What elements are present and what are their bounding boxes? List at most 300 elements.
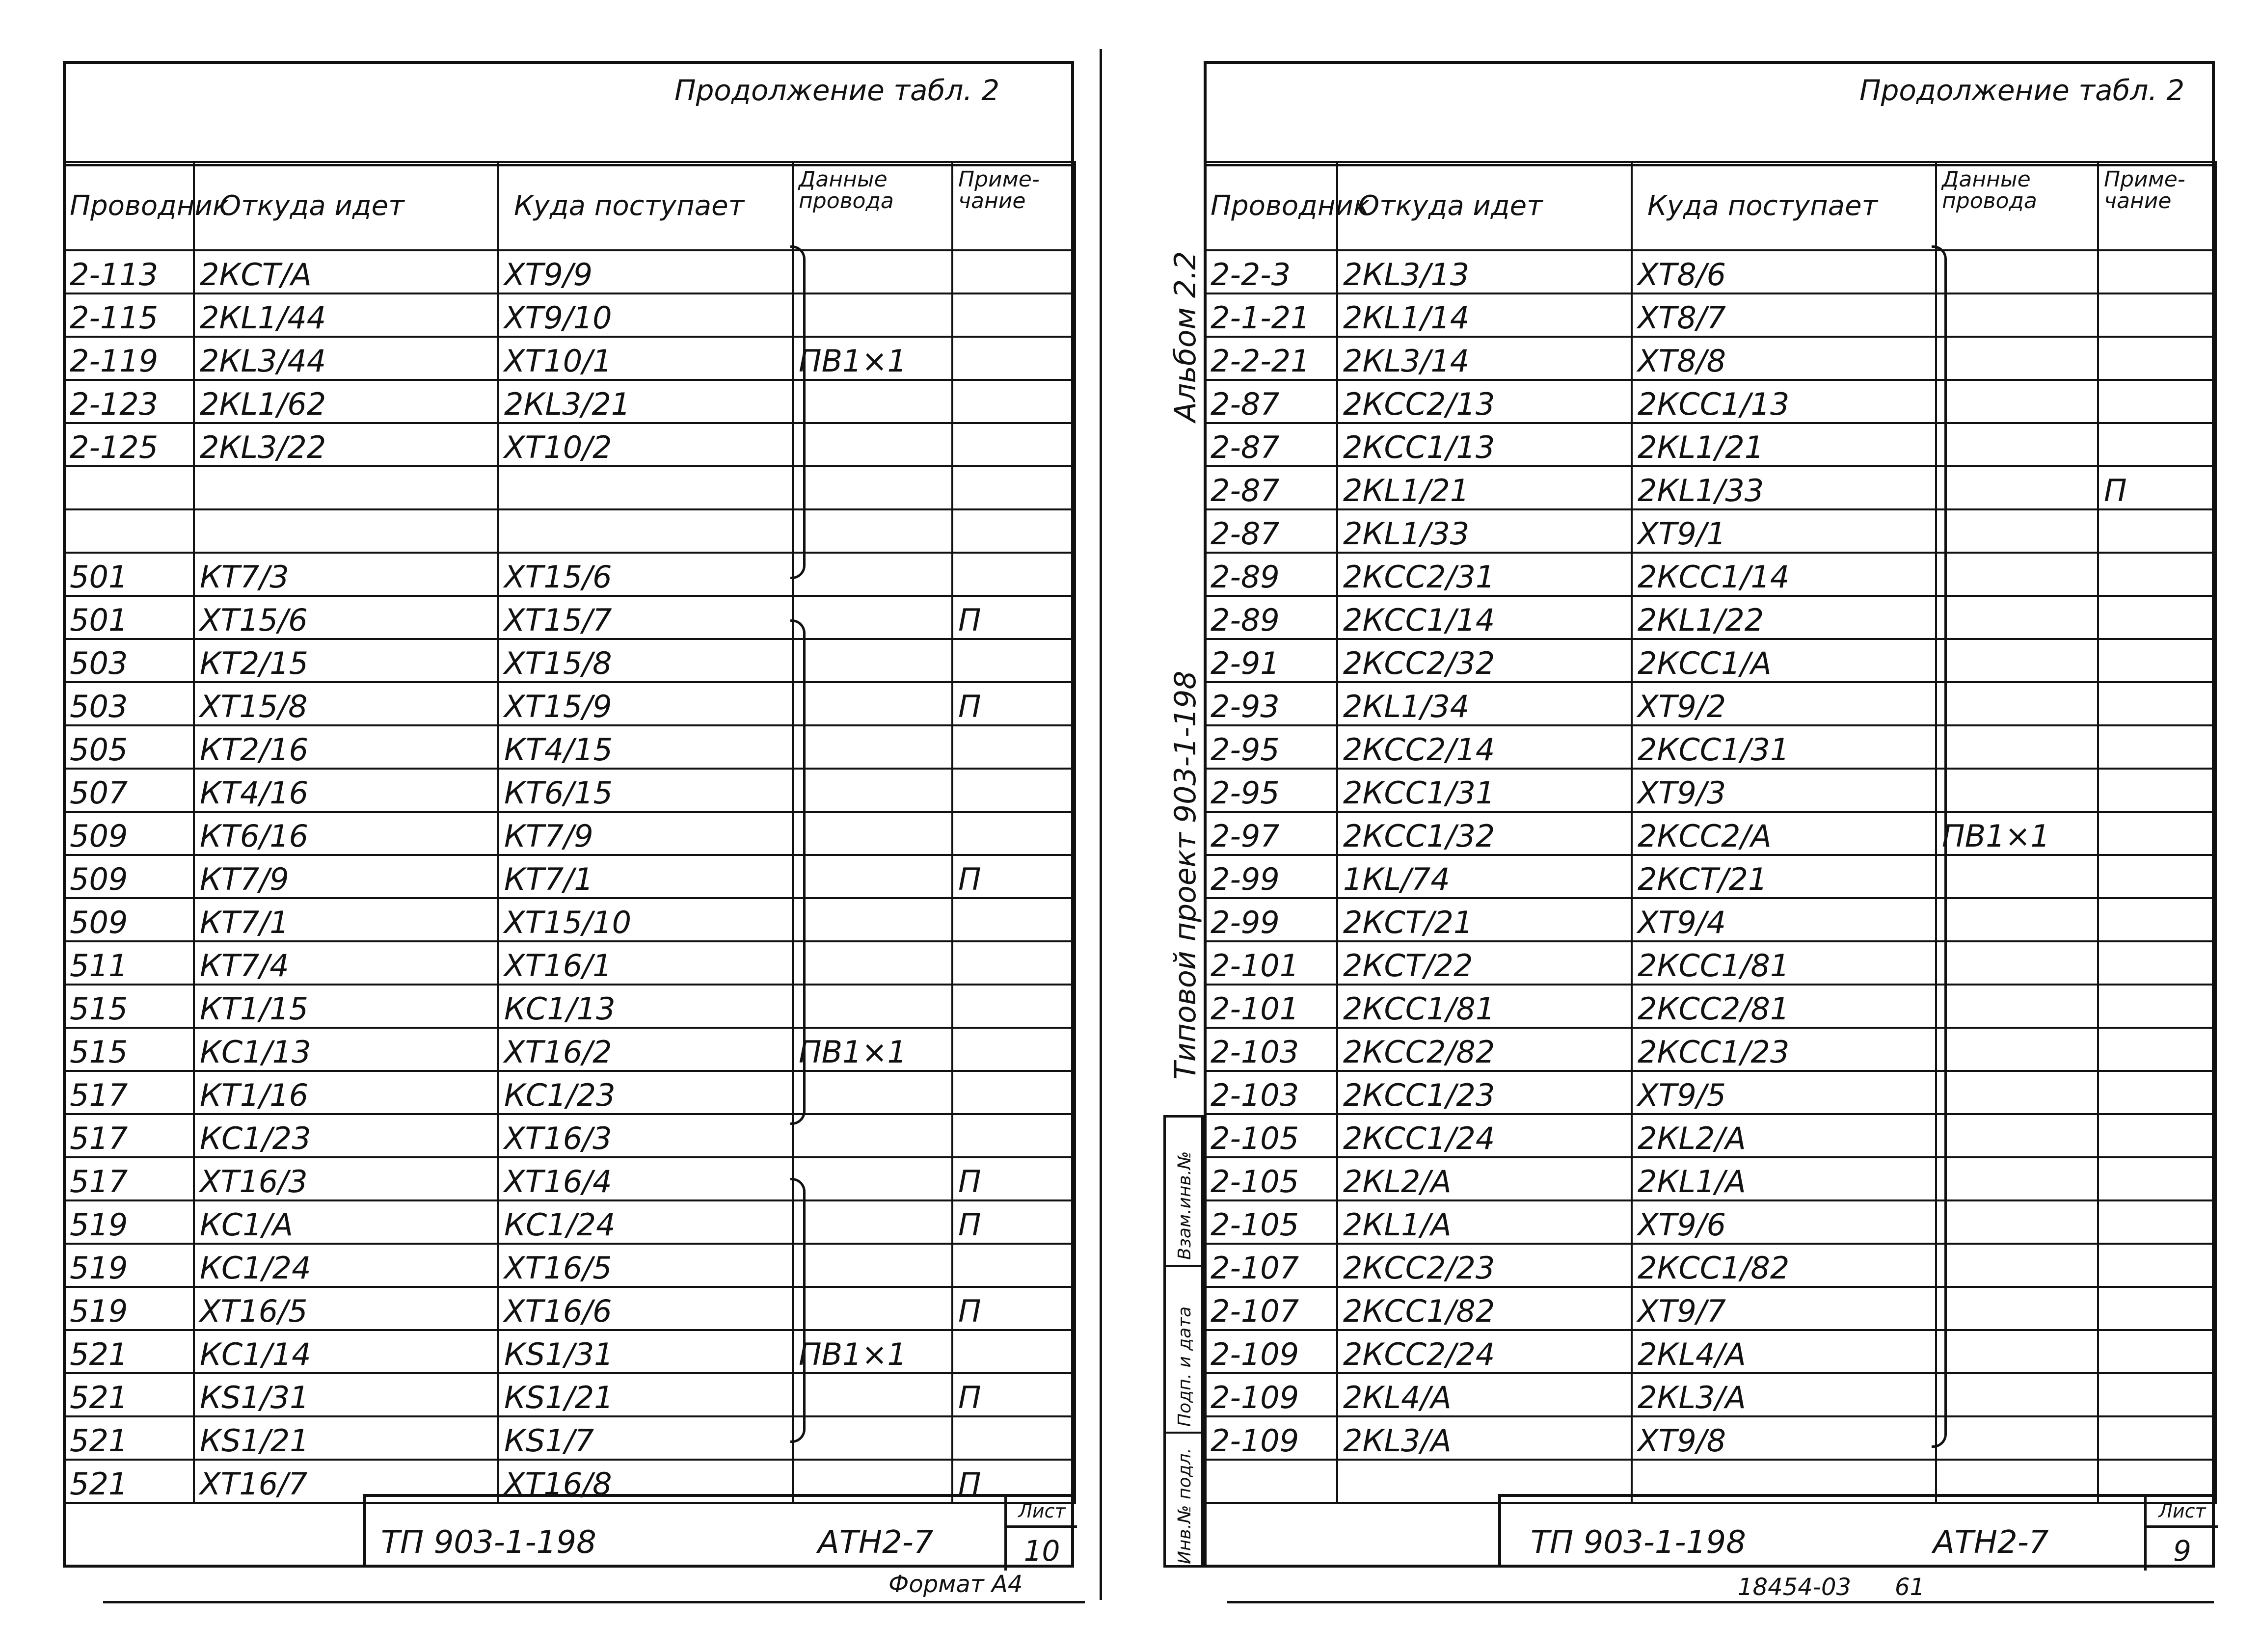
cell-note bbox=[952, 1028, 1075, 1071]
cell-note: П bbox=[952, 1287, 1075, 1330]
table-row bbox=[1205, 466, 2216, 509]
right-table-caption: Продолжение табл. 2 bbox=[1859, 74, 2185, 107]
cell-to: ХТ9/6 bbox=[1632, 1200, 1936, 1244]
cell-note bbox=[2098, 1330, 2216, 1373]
cell-to: ХТ16/4 bbox=[498, 1157, 793, 1200]
cell-from: КТ2/15 bbox=[194, 639, 498, 682]
cell-to: КТ7/1 bbox=[498, 855, 793, 898]
cell-note bbox=[952, 380, 1075, 423]
cell-from bbox=[194, 466, 498, 509]
cell-from: 2КL2/А bbox=[1337, 1157, 1632, 1200]
cell-to: КС1/13 bbox=[498, 985, 793, 1028]
cell-from: 1КL/74 bbox=[1337, 855, 1632, 898]
cell-from bbox=[194, 509, 498, 553]
table-row bbox=[64, 1028, 1075, 1071]
left-sheet-number-box bbox=[1004, 1497, 1077, 1571]
cell-wire: 521 bbox=[64, 1416, 194, 1460]
cell-from: 2КСТ/22 bbox=[1337, 941, 1632, 985]
cell-to: КС1/24 bbox=[498, 1200, 793, 1244]
cell-wire bbox=[64, 509, 194, 553]
cell-note bbox=[2098, 1200, 2216, 1244]
cell-to: ХТ9/9 bbox=[498, 250, 793, 293]
cell-from: 2КL1/А bbox=[1337, 1200, 1632, 1244]
cell-wire: 2-97 bbox=[1205, 812, 1337, 855]
cell-to: 2КСС1/А bbox=[1632, 639, 1936, 682]
table-row bbox=[64, 293, 1075, 337]
cell-note bbox=[2098, 639, 2216, 682]
cell-wire: 2-95 bbox=[1205, 769, 1337, 812]
cell-note: П bbox=[952, 682, 1075, 725]
cell-wire-data bbox=[1936, 553, 2098, 596]
cell-note bbox=[2098, 1028, 2216, 1071]
table-row bbox=[1205, 1157, 2216, 1200]
cell-wire-data bbox=[793, 466, 952, 509]
cell-to: ХТ9/3 bbox=[1632, 769, 1936, 812]
archive-page: 61 bbox=[1895, 1573, 1925, 1601]
cell-wire: 2-119 bbox=[64, 337, 194, 380]
cell-wire-data bbox=[793, 1200, 952, 1244]
cell-from: ХТ16/5 bbox=[194, 1287, 498, 1330]
cell-note: П bbox=[2098, 466, 2216, 509]
cell-from: 2КСС2/14 bbox=[1337, 725, 1632, 769]
cell-wire-data bbox=[1936, 1071, 2098, 1114]
cell-to: 2КL1/33 bbox=[1632, 466, 1936, 509]
cell-to: ХТ16/6 bbox=[498, 1287, 793, 1330]
cell-wire-data bbox=[1936, 466, 2098, 509]
cell-from: 2КСС1/24 bbox=[1337, 1114, 1632, 1157]
cell-note bbox=[952, 725, 1075, 769]
cell-wire: 2-107 bbox=[1205, 1244, 1337, 1287]
cell-note bbox=[952, 985, 1075, 1028]
table-row bbox=[64, 639, 1075, 682]
left-bottom-rule bbox=[103, 1601, 1085, 1603]
cell-to: ХТ10/1 bbox=[498, 337, 793, 380]
right-sheet-label: Лист bbox=[2147, 1497, 2218, 1528]
cell-to: 2КL4/А bbox=[1632, 1330, 1936, 1373]
table-row bbox=[1205, 553, 2216, 596]
cell-wire: 2-113 bbox=[64, 250, 194, 293]
table-row bbox=[1205, 293, 2216, 337]
table-row bbox=[1205, 1416, 2216, 1460]
side-stamp-divider-2 bbox=[1166, 1432, 1201, 1434]
cell-wire: 2-103 bbox=[1205, 1071, 1337, 1114]
cell-to: КТ6/15 bbox=[498, 769, 793, 812]
cell-from: 2КL1/14 bbox=[1337, 293, 1632, 337]
cell-wire-data bbox=[1936, 682, 2098, 725]
right-title-block bbox=[1498, 1494, 2215, 1568]
cell-note bbox=[2098, 423, 2216, 466]
cell-wire-data bbox=[1936, 250, 2098, 293]
cell-note bbox=[952, 293, 1075, 337]
cell-wire: 519 bbox=[64, 1244, 194, 1287]
cell-to: ХТ9/8 bbox=[1632, 1416, 1936, 1460]
table-row bbox=[1205, 1071, 2216, 1114]
cell-wire: 501 bbox=[64, 596, 194, 639]
cell-wire: 503 bbox=[64, 639, 194, 682]
table-row bbox=[1205, 596, 2216, 639]
cell-from: КС1/24 bbox=[194, 1244, 498, 1287]
cell-wire: 519 bbox=[64, 1200, 194, 1244]
table-row bbox=[64, 682, 1075, 725]
side-stamp-box bbox=[1163, 1115, 1204, 1568]
cell-note bbox=[952, 898, 1075, 941]
table-row bbox=[1205, 1114, 2216, 1157]
side-stamp-divider-1 bbox=[1166, 1265, 1201, 1267]
cell-wire-data bbox=[793, 682, 952, 725]
left-format-label: Формат А4 bbox=[888, 1571, 1023, 1598]
cell-from: 2КСС2/24 bbox=[1337, 1330, 1632, 1373]
cell-to: ХТ15/10 bbox=[498, 898, 793, 941]
right-header-row bbox=[1205, 162, 2216, 250]
cell-wire-data bbox=[793, 812, 952, 855]
left-stamp-doc: АТН2-7 bbox=[818, 1524, 934, 1561]
cell-wire-data bbox=[1936, 855, 2098, 898]
cell-from: 2КСС1/13 bbox=[1337, 423, 1632, 466]
cell-wire-data bbox=[1936, 293, 2098, 337]
cell-wire: 2-105 bbox=[1205, 1114, 1337, 1157]
cell-from: КТ7/9 bbox=[194, 855, 498, 898]
cell-from: КТ6/16 bbox=[194, 812, 498, 855]
cell-wire: 515 bbox=[64, 985, 194, 1028]
cell-wire-data: ПВ1×1 bbox=[793, 1028, 952, 1071]
cell-wire: 521 bbox=[64, 1373, 194, 1416]
col-header-from: Откуда идет bbox=[194, 162, 498, 250]
cell-note bbox=[952, 250, 1075, 293]
cell-note: П bbox=[952, 1157, 1075, 1200]
cell-to: 2КСС1/14 bbox=[1632, 553, 1936, 596]
table-row bbox=[64, 380, 1075, 423]
cell-from: 2КСС1/82 bbox=[1337, 1287, 1632, 1330]
cell-from: 2КСТ/А bbox=[194, 250, 498, 293]
right-stamp-code: ТП 903-1-198 bbox=[1531, 1524, 1746, 1561]
cell-from: 2КL3/13 bbox=[1337, 250, 1632, 293]
table-row bbox=[1205, 1200, 2216, 1244]
cell-to: 2КСС1/81 bbox=[1632, 941, 1936, 985]
cell-wire-data bbox=[1936, 1114, 2098, 1157]
table-row bbox=[64, 985, 1075, 1028]
cell-wire: 2-91 bbox=[1205, 639, 1337, 682]
table-row bbox=[64, 812, 1075, 855]
cell-from: КТ1/16 bbox=[194, 1071, 498, 1114]
cell-wire: 517 bbox=[64, 1114, 194, 1157]
cell-note bbox=[2098, 250, 2216, 293]
table-row bbox=[64, 898, 1075, 941]
cell-to: КS1/31 bbox=[498, 1330, 793, 1373]
table-row bbox=[64, 1114, 1075, 1157]
col-header-note: Приме- чание bbox=[952, 162, 1075, 250]
cell-from: 2КСС2/82 bbox=[1337, 1028, 1632, 1071]
cell-note bbox=[952, 1114, 1075, 1157]
cell-wire-data bbox=[793, 1416, 952, 1460]
cell-wire: 2-95 bbox=[1205, 725, 1337, 769]
cell-wire-data bbox=[1936, 1028, 2098, 1071]
cell-note bbox=[952, 1330, 1075, 1373]
cell-wire-data bbox=[793, 855, 952, 898]
cell-wire-data bbox=[1936, 1157, 2098, 1200]
cell-wire: 509 bbox=[64, 812, 194, 855]
table-row bbox=[1205, 769, 2216, 812]
cell-wire-data bbox=[793, 596, 952, 639]
left-bracket-1 bbox=[790, 245, 806, 579]
cell-note: П bbox=[952, 855, 1075, 898]
cell-note bbox=[952, 553, 1075, 596]
cell-from: 2КСС2/32 bbox=[1337, 639, 1632, 682]
cell-to: ХТ15/6 bbox=[498, 553, 793, 596]
cell-note bbox=[2098, 855, 2216, 898]
cell-to: ХТ9/10 bbox=[498, 293, 793, 337]
left-table-caption: Продолжение табл. 2 bbox=[674, 74, 1000, 107]
cell-from: 2КСС1/23 bbox=[1337, 1071, 1632, 1114]
cell-to bbox=[498, 466, 793, 509]
cell-from: 2КСС2/23 bbox=[1337, 1244, 1632, 1287]
cell-to: 2КСС1/82 bbox=[1632, 1244, 1936, 1287]
table-row bbox=[1205, 855, 2216, 898]
cell-to: 2КСС2/81 bbox=[1632, 985, 1936, 1028]
cell-from: 2КL3/44 bbox=[194, 337, 498, 380]
cell-wire: 517 bbox=[64, 1071, 194, 1114]
cell-wire: 2-2-3 bbox=[1205, 250, 1337, 293]
cell-wire: 2-103 bbox=[1205, 1028, 1337, 1071]
col-header-wire: Проводник bbox=[64, 162, 194, 250]
table-row bbox=[64, 769, 1075, 812]
cell-from: КS1/31 bbox=[194, 1373, 498, 1416]
cell-wire: 515 bbox=[64, 1028, 194, 1071]
cell-wire-data bbox=[1936, 985, 2098, 1028]
table-row bbox=[1205, 423, 2216, 466]
col-header-note: Приме- чание bbox=[2098, 162, 2216, 250]
cell-wire-data bbox=[793, 639, 952, 682]
cell-from: 2КL3/14 bbox=[1337, 337, 1632, 380]
cell-wire: 517 bbox=[64, 1157, 194, 1200]
cell-from: 2КСС1/14 bbox=[1337, 596, 1632, 639]
cell-wire: 2-125 bbox=[64, 423, 194, 466]
cell-note bbox=[2098, 898, 2216, 941]
table-row bbox=[64, 1244, 1075, 1287]
cell-wire-data bbox=[793, 1287, 952, 1330]
cell-note bbox=[2098, 682, 2216, 725]
cell-to: ХТ10/2 bbox=[498, 423, 793, 466]
center-fold-line bbox=[1100, 49, 1102, 1600]
cell-to: 2КСТ/21 bbox=[1632, 855, 1936, 898]
col-header-to: Куда поступает bbox=[1632, 162, 1936, 250]
cell-note bbox=[2098, 941, 2216, 985]
cell-wire-data bbox=[793, 423, 952, 466]
cell-wire-data bbox=[1936, 1200, 2098, 1244]
table-row bbox=[1205, 509, 2216, 553]
col-header-wire-data: Данные провода bbox=[1936, 162, 2098, 250]
cell-note bbox=[952, 812, 1075, 855]
cell-wire-data: ПВ1×1 bbox=[1936, 812, 2098, 855]
col-header-to: Куда поступает bbox=[498, 162, 793, 250]
cell-from: КТ1/15 bbox=[194, 985, 498, 1028]
cell-wire-data bbox=[1936, 898, 2098, 941]
cell-note bbox=[2098, 380, 2216, 423]
cell-from: 2КL4/А bbox=[1337, 1373, 1632, 1416]
cell-wire-data bbox=[793, 380, 952, 423]
cell-wire: 2-101 bbox=[1205, 941, 1337, 985]
right-wire-table bbox=[1204, 161, 2217, 1504]
table-row bbox=[64, 596, 1075, 639]
cell-to: ХТ16/1 bbox=[498, 941, 793, 985]
table-row bbox=[64, 337, 1075, 380]
cell-wire: 2-87 bbox=[1205, 423, 1337, 466]
table-row bbox=[1205, 250, 2216, 293]
cell-to: 2КL2/А bbox=[1632, 1114, 1936, 1157]
cell-to: 2КL3/21 bbox=[498, 380, 793, 423]
cell-wire: 2-105 bbox=[1205, 1157, 1337, 1200]
cell-wire: 519 bbox=[64, 1287, 194, 1330]
right-stamp-doc: АТН2-7 bbox=[1933, 1524, 2049, 1561]
cell-note bbox=[2098, 769, 2216, 812]
table-row bbox=[64, 466, 1075, 509]
table-row bbox=[64, 941, 1075, 985]
cell-from: 2КL1/34 bbox=[1337, 682, 1632, 725]
left-wire-table bbox=[63, 161, 1076, 1504]
table-row bbox=[1205, 898, 2216, 941]
cell-from: ХТ15/8 bbox=[194, 682, 498, 725]
cell-wire: 501 bbox=[64, 553, 194, 596]
cell-note bbox=[952, 337, 1075, 380]
left-sheet-number: 10 bbox=[1023, 1534, 1060, 1568]
cell-from: КТ4/16 bbox=[194, 769, 498, 812]
cell-wire: 2-101 bbox=[1205, 985, 1337, 1028]
cell-to: ХТ16/3 bbox=[498, 1114, 793, 1157]
cell-note bbox=[2098, 1287, 2216, 1330]
side-label-sign: Подп. и дата bbox=[1175, 1306, 1195, 1427]
cell-note bbox=[952, 639, 1075, 682]
table-row bbox=[64, 423, 1075, 466]
cell-note: П bbox=[952, 1460, 1075, 1503]
right-bottom-rule bbox=[1227, 1601, 2214, 1603]
cell-to: КS1/21 bbox=[498, 1373, 793, 1416]
cell-wire-data bbox=[1936, 509, 2098, 553]
right-sheet-number: 9 bbox=[2173, 1534, 2191, 1568]
cell-note bbox=[2098, 1373, 2216, 1416]
cell-from: 2КL3/А bbox=[1337, 1416, 1632, 1460]
table-row bbox=[1205, 1028, 2216, 1071]
cell-to: ХТ9/2 bbox=[1632, 682, 1936, 725]
cell-to: ХТ9/4 bbox=[1632, 898, 1936, 941]
cell-note bbox=[2098, 812, 2216, 855]
table-row bbox=[1205, 725, 2216, 769]
cell-wire: 2-87 bbox=[1205, 466, 1337, 509]
cell-to: ХТ15/7 bbox=[498, 596, 793, 639]
col-header-wire-data: Данные провода bbox=[793, 162, 952, 250]
cell-note bbox=[952, 466, 1075, 509]
cell-from: КС1/14 bbox=[194, 1330, 498, 1373]
left-header-row bbox=[64, 162, 1075, 250]
cell-to: ХТ8/8 bbox=[1632, 337, 1936, 380]
cell-to: ХТ8/7 bbox=[1632, 293, 1936, 337]
cell-wire-data bbox=[1936, 941, 2098, 985]
cell-to: 2КL3/А bbox=[1632, 1373, 1936, 1416]
table-row bbox=[1205, 985, 2216, 1028]
cell-note bbox=[2098, 1244, 2216, 1287]
table-row bbox=[64, 725, 1075, 769]
cell-wire: 509 bbox=[64, 898, 194, 941]
cell-wire-data bbox=[793, 293, 952, 337]
album-label: Альбом 2.2 bbox=[1168, 251, 1203, 422]
cell-wire: 521 bbox=[64, 1460, 194, 1503]
cell-note bbox=[2098, 725, 2216, 769]
table-row bbox=[64, 1287, 1075, 1330]
cell-to: КS1/7 bbox=[498, 1416, 793, 1460]
cell-wire: 2-87 bbox=[1205, 509, 1337, 553]
cell-wire-data bbox=[1936, 337, 2098, 380]
cell-to: ХТ16/5 bbox=[498, 1244, 793, 1287]
left-bracket-2 bbox=[790, 619, 806, 1125]
cell-to: КС1/23 bbox=[498, 1071, 793, 1114]
cell-from: 2КСС1/32 bbox=[1337, 812, 1632, 855]
cell-from: КТ7/4 bbox=[194, 941, 498, 985]
cell-from: КС1/13 bbox=[194, 1028, 498, 1071]
cell-wire-data bbox=[1936, 639, 2098, 682]
cell-wire: 2-123 bbox=[64, 380, 194, 423]
table-row bbox=[1205, 1244, 2216, 1287]
cell-wire-data bbox=[793, 509, 952, 553]
cell-from: 2КL1/21 bbox=[1337, 466, 1632, 509]
table-row bbox=[1205, 1287, 2216, 1330]
table-row bbox=[64, 1416, 1075, 1460]
table-row bbox=[64, 855, 1075, 898]
side-label-inv: Инв.№ подл. bbox=[1175, 1448, 1195, 1564]
table-row bbox=[1205, 337, 2216, 380]
project-label: Типовой проект 903-1-198 bbox=[1168, 670, 1203, 1080]
table-row bbox=[1205, 812, 2216, 855]
cell-wire: 2-99 bbox=[1205, 855, 1337, 898]
cell-to: 2КL1/А bbox=[1632, 1157, 1936, 1200]
left-title-block bbox=[363, 1494, 1074, 1568]
cell-note bbox=[952, 509, 1075, 553]
cell-from: ХТ16/3 bbox=[194, 1157, 498, 1200]
cell-wire: 2-1-21 bbox=[1205, 293, 1337, 337]
cell-from: ХТ16/7 bbox=[194, 1460, 498, 1503]
cell-wire-data bbox=[793, 553, 952, 596]
cell-wire-data bbox=[793, 1373, 952, 1416]
cell-wire-data bbox=[1936, 423, 2098, 466]
cell-note: П bbox=[952, 1373, 1075, 1416]
cell-note bbox=[952, 423, 1075, 466]
cell-note bbox=[2098, 509, 2216, 553]
cell-to: ХТ9/1 bbox=[1632, 509, 1936, 553]
cell-wire-data bbox=[793, 1071, 952, 1114]
cell-wire: 2-87 bbox=[1205, 380, 1337, 423]
cell-wire-data bbox=[1936, 769, 2098, 812]
right-bracket bbox=[1932, 245, 1947, 1448]
cell-note bbox=[952, 1244, 1075, 1287]
table-row bbox=[1205, 1373, 2216, 1416]
cell-to: 2КL1/22 bbox=[1632, 596, 1936, 639]
cell-wire: 2-99 bbox=[1205, 898, 1337, 941]
cell-note bbox=[2098, 1114, 2216, 1157]
cell-note bbox=[2098, 1416, 2216, 1460]
cell-from: 2КL1/62 bbox=[194, 380, 498, 423]
cell-wire: 507 bbox=[64, 769, 194, 812]
col-header-wire: Проводник bbox=[1205, 162, 1337, 250]
cell-to: ХТ15/8 bbox=[498, 639, 793, 682]
table-row bbox=[64, 1373, 1075, 1416]
table-row bbox=[64, 1330, 1075, 1373]
cell-from: 2КL1/33 bbox=[1337, 509, 1632, 553]
cell-wire: 2-105 bbox=[1205, 1200, 1337, 1244]
cell-wire: 2-115 bbox=[64, 293, 194, 337]
cell-wire-data bbox=[1936, 725, 2098, 769]
cell-from: КТ7/1 bbox=[194, 898, 498, 941]
cell-from: 2КL1/44 bbox=[194, 293, 498, 337]
cell-note bbox=[2098, 1071, 2216, 1114]
cell-wire-data bbox=[1936, 1416, 2098, 1460]
cell-to: 2КL1/21 bbox=[1632, 423, 1936, 466]
